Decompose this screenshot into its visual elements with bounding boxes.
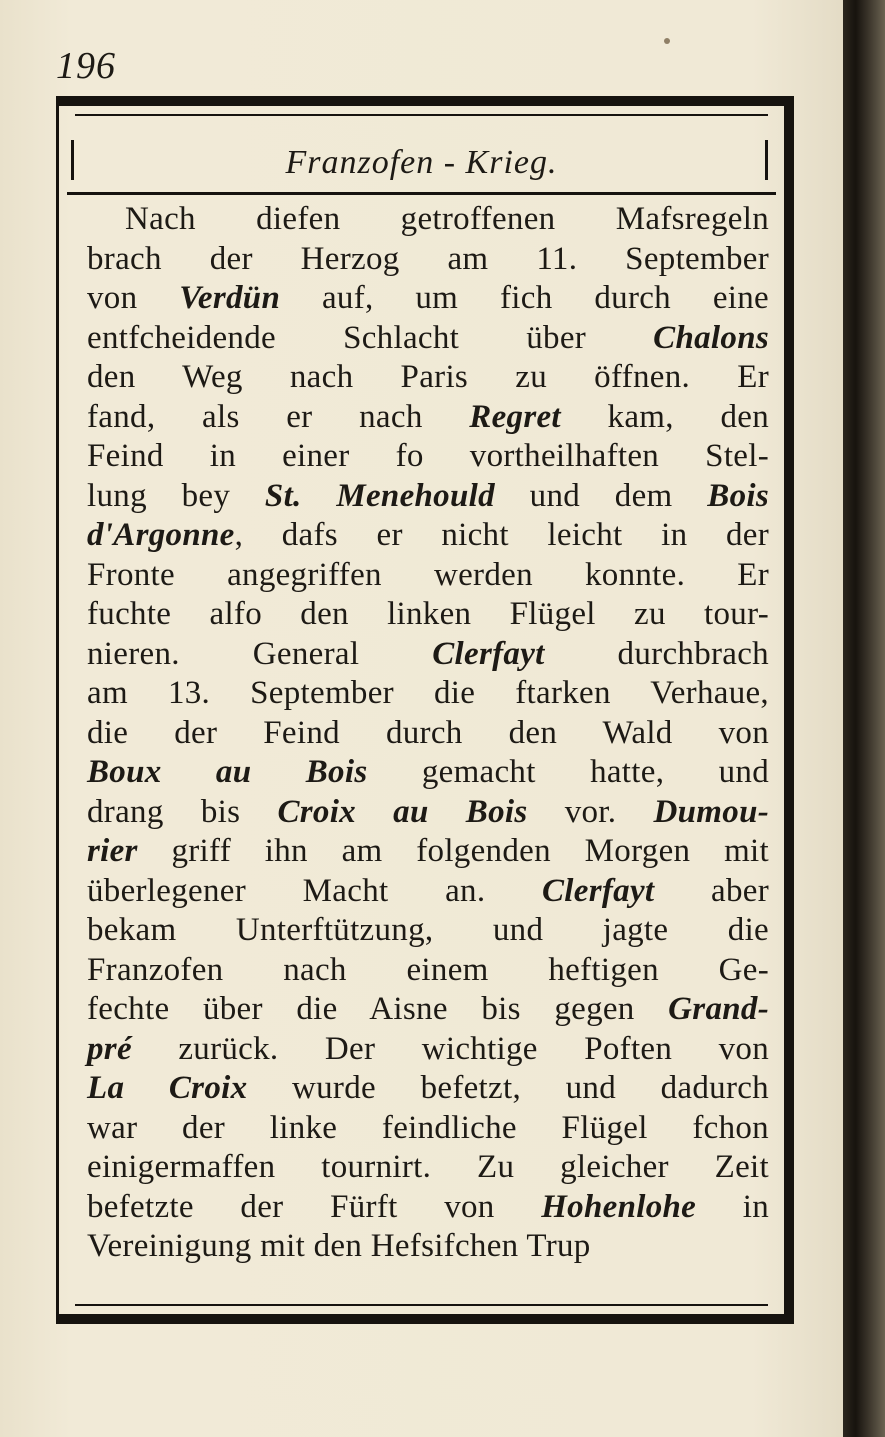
text-line — [87, 951, 769, 991]
header-title: Franzofen - Krieg. — [285, 144, 558, 181]
book-gutter — [843, 0, 885, 1437]
text-segment: drang bis — [87, 793, 278, 830]
running-header — [67, 122, 776, 195]
text-frame — [56, 96, 794, 1324]
text-segment: Franzofen nach einem heftigen Ge- — [87, 951, 769, 988]
text-segment: am 13. September die ftarken Verhaue, — [87, 675, 769, 711]
frame-inner-rule-bottom — [75, 1304, 768, 1306]
text-segment: gemacht hatte, und — [367, 754, 770, 790]
text-segment: lung bey — [87, 477, 265, 514]
text-segment: entfcheidende Schlacht über — [87, 319, 654, 356]
text-line — [87, 1109, 769, 1149]
text-segment: fuchte alfo den linken Flügel zu tour- — [87, 596, 769, 632]
italic-name: Clerfayt — [432, 635, 545, 672]
italic-name: d'Argonne — [87, 517, 235, 553]
text-segment: Nach diefen getroffenen Mafsregeln — [125, 201, 769, 237]
text-line — [87, 911, 769, 951]
text-segment: durchbrach — [544, 635, 769, 672]
text-line — [87, 595, 769, 635]
text-segment: aber — [654, 872, 769, 909]
italic-name: Clerfayt — [542, 872, 655, 909]
paper-speck — [664, 38, 670, 44]
text-segment: befetzte der Fürft von — [87, 1188, 542, 1225]
text-line — [87, 793, 769, 833]
text-line — [87, 477, 769, 517]
italic-name: Croix au Bois — [277, 793, 528, 830]
text-segment: bekam Unterftützung, und jagte die — [87, 912, 769, 948]
italic-name: Regret — [469, 398, 561, 435]
frame-inner-rule-top — [75, 114, 768, 116]
text-segment: vor. — [527, 793, 654, 830]
text-line — [87, 1030, 769, 1070]
text-line — [87, 832, 769, 872]
text-segment: einigermaffen tournirt. Zu gleicher Zeit — [87, 1149, 769, 1185]
text-segment: in — [696, 1188, 769, 1225]
text-line — [87, 516, 769, 556]
text-line — [87, 319, 769, 359]
text-segment: die der Feind durch den Wald von — [87, 714, 769, 751]
text-line — [87, 753, 769, 793]
text-segment: Feind in einer fo vortheilhaften Stel- — [87, 438, 769, 474]
text-line — [87, 1188, 769, 1228]
text-line — [87, 398, 769, 438]
italic-name: rier — [87, 833, 138, 869]
text-segment: , dafs er nicht leicht in der — [234, 517, 769, 553]
italic-name: Hohenlohe — [541, 1188, 697, 1225]
text-line — [87, 990, 769, 1030]
text-segment: griff ihn am folgenden Morgen mit — [137, 833, 769, 869]
text-line — [87, 674, 769, 714]
text-line — [87, 240, 769, 280]
text-segment: und dem — [494, 477, 708, 514]
text-segment: Fronte angegriffen werden konnte. Er — [87, 556, 769, 593]
text-segment: fechte über die Aisne bis gegen — [87, 991, 669, 1027]
italic-name: Verdün — [179, 280, 281, 316]
page-number: 196 — [56, 45, 116, 87]
body-text — [87, 200, 769, 1267]
italic-name: Boux au Bois — [87, 754, 368, 790]
text-segment: kam, den — [560, 398, 769, 435]
text-line — [87, 556, 769, 596]
text-line — [87, 872, 769, 912]
text-segment: brach der Herzog am 11. September — [87, 240, 769, 277]
text-segment: fand, als er nach — [87, 398, 470, 435]
text-line — [87, 1227, 769, 1267]
text-segment: Vereinigung mit den Hefsifchen Trup — [87, 1228, 591, 1264]
text-line — [87, 200, 769, 240]
text-segment: auf, um fich durch eine — [280, 280, 769, 316]
text-segment: war der linke feindliche Flügel fchon — [87, 1109, 769, 1146]
text-segment: von — [87, 280, 180, 316]
text-segment: den Weg nach Paris zu öffnen. Er — [87, 359, 769, 395]
text-line — [87, 1069, 769, 1109]
italic-name: Dumou- — [653, 793, 770, 830]
italic-name: La Croix — [87, 1070, 248, 1106]
text-segment: überlegener Macht an. — [87, 872, 542, 909]
header-bar-right — [765, 140, 768, 180]
italic-name: Grand- — [668, 991, 769, 1027]
text-line — [87, 635, 769, 675]
text-segment: nieren. General — [87, 635, 433, 672]
italic-name: Chalons — [653, 319, 769, 356]
text-segment: wurde befetzt, und dadurch — [247, 1070, 769, 1106]
italic-name: pré — [87, 1030, 132, 1067]
text-line — [87, 358, 769, 398]
text-line — [87, 437, 769, 477]
text-line — [87, 714, 769, 754]
italic-name: Bois — [707, 477, 769, 514]
text-segment: zurück. Der wichtige Poften von — [131, 1030, 769, 1067]
italic-name: St. Menehould — [264, 477, 495, 514]
text-line — [87, 1148, 769, 1188]
text-line — [87, 279, 769, 319]
